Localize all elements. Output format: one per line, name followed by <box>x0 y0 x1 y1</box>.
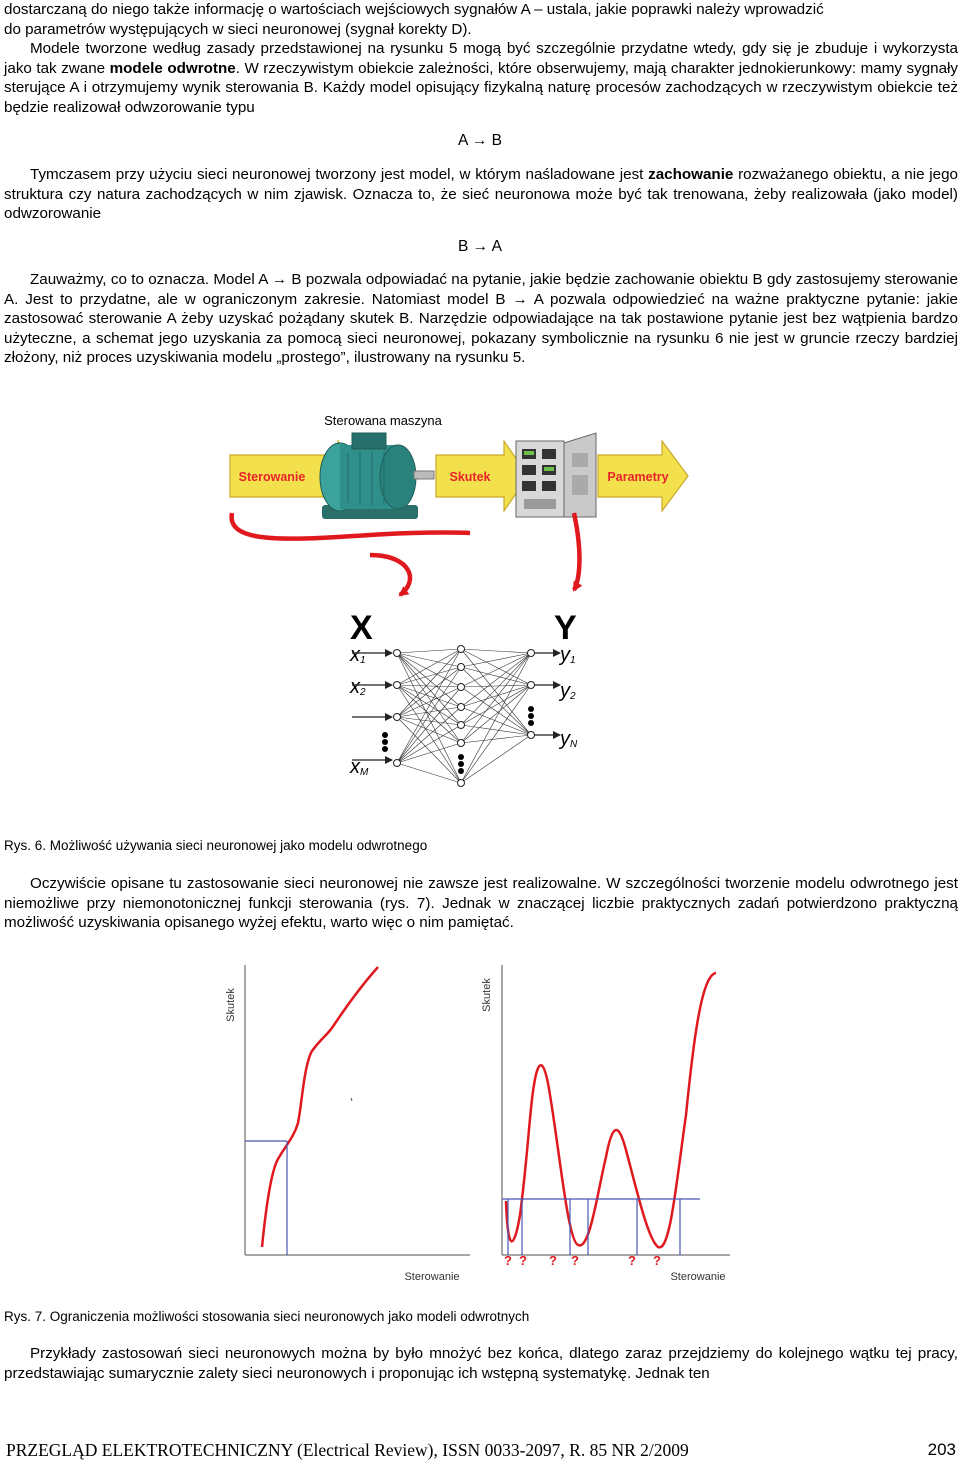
red-arrow-to-outputs <box>574 513 579 590</box>
page-number: 203 <box>927 1440 956 1459</box>
network-connection <box>397 685 461 707</box>
y-axis-label: Skutek <box>481 978 493 1012</box>
red-arrow-to-inputs-tail <box>370 555 410 595</box>
plot-non-monotonic <box>481 965 730 1283</box>
network-connection <box>461 735 531 743</box>
text-run: . W rzeczywistym obiekcie zależności, które obserwujemy, mają charakter jednokierunkowy: mamy sygnały sterujące A i otrzymujemy wynik sterowania B. Każdy model opisujący fizykalną naturę procesów zachodzących w rzeczywistym obiekcie też będzie realizował odwzorowanie typu <box>4 59 958 116</box>
network-neuron <box>458 704 465 711</box>
paragraph-inverse-models <box>4 39 958 117</box>
network-neuron <box>528 732 535 739</box>
monotonic-curve <box>262 967 378 1247</box>
network-neuron <box>394 714 401 721</box>
text-run: rozważanego obiektu, a nie jego struktura czy natura zachodzących w nim zjawisk. Oznacza to, że sieć neuronowa może być tak trenowana, żeby realizowała (jako model) odwzorowanie <box>4 166 958 223</box>
question-mark: ? <box>549 1253 557 1268</box>
caption-figure-7: Rys. 7. Ograniczenia możliwości stosowania sieci neuronowych jako modeli odwrotnych <box>4 1309 530 1324</box>
network-neuron <box>394 760 401 767</box>
network-connection <box>397 687 461 717</box>
output-labels <box>558 644 578 750</box>
figure-7 <box>0 955 960 1295</box>
input-labels <box>349 644 369 778</box>
text-run: Modele tworzone według zasady przedstawionej na rysunku 5 mogą być szczególnie przydatne wtedy, gdy się je zbuduje i wykorzysta jako tak zwane <box>4 40 958 77</box>
network-connection <box>461 649 531 735</box>
neural-network-diagram <box>394 646 535 787</box>
paragraph-continued <box>4 0 958 39</box>
motor-image <box>320 433 434 519</box>
paragraph-behaviour <box>4 165 958 224</box>
network-connection <box>461 653 531 783</box>
bold-term: zachowanie <box>648 166 734 183</box>
paragraph-applications: Przykłady zastosowań sieci neuronowych można by było mnożyć bez końca, dlatego zaraz przejdziemy do kolejnego wątku tej pracy, przedstawiając sumarycznie zalety sieci neuronowych i proponując ich wstępną systematykę. Jednak ten <box>4 1345 958 1382</box>
input-x2: x2 <box>350 676 366 698</box>
network-connection <box>397 725 461 763</box>
input-x1: x1 <box>350 644 366 666</box>
question-mark: ? <box>519 1253 527 1268</box>
output-yn: yN <box>560 728 578 750</box>
network-neuron <box>458 664 465 671</box>
question-mark: ? <box>628 1253 636 1268</box>
network-connection <box>397 685 461 687</box>
net-output-label: Y <box>554 609 577 647</box>
arrow-parametry <box>598 441 688 511</box>
paragraph-meaning: Zauważmy, co to oznacza. Model A → B pozwala odpowiadać na pytanie, jakie będzie zachowanie obiektu B gdy zastosujemy sterowanie A. Jest to przydatne, ale w ograniczonym zakresie. Natomiast model B → A pozwala odpowiedzieć na ważne praktyczne pytanie: jakie zastosować sterowanie A żeby uzyskać pożądany skutek B. Narzędzie odpowiadające na tak postawione pytanie jest bez wątpienia bardzo użyteczne, a schemat jego uzyskania za pomocą sieci neuronowej, pokazany symbolicznie na rysunku 6 nie jest w gruncie rzeczy bardziej złożony, niż proces uzyskiwania modelu „prostego”, ilustrowany na rysunku 5. <box>4 271 958 367</box>
question-mark: ? <box>504 1253 512 1268</box>
dot <box>458 754 464 760</box>
network-connection <box>461 735 531 783</box>
network-connection <box>397 667 461 763</box>
network-neuron <box>458 684 465 691</box>
network-connection <box>461 653 531 707</box>
output-y2: y2 <box>560 680 576 702</box>
paragraph-line: dostarczaną do niego także informację o wartościach wejściowych sygnałów A – ustala, jakie poprawki należy wprowadzić <box>4 1 824 18</box>
network-neuron <box>458 740 465 747</box>
network-connection <box>461 649 531 685</box>
paragraph-line: do parametrów występujących w sieci neuronowej (sygnał korekty D). <box>4 20 472 38</box>
figure-6 <box>0 405 960 830</box>
dot <box>458 768 464 774</box>
network-connection <box>461 653 531 667</box>
tick-mark <box>351 1098 352 1101</box>
output-y1: y1 <box>560 644 576 666</box>
equation-forward: A → B <box>458 132 502 149</box>
network-neuron <box>458 780 465 787</box>
network-neuron <box>528 682 535 689</box>
non-monotonic-curve <box>506 973 716 1247</box>
journal-footer: PRZEGLĄD ELEKTROTECHNICZNY (Electrical Review), ISSN 0033-2097, R. 85 NR 2/2009 <box>6 1440 689 1460</box>
arrow-label-skutek: Skutek <box>449 470 491 484</box>
text-run: Tymczasem przy użyciu sieci neuronowej tworzony jest model, w którym naśladowane jest <box>30 166 649 183</box>
network-connection <box>397 649 461 717</box>
network-connection <box>397 653 461 667</box>
caption-figure-6: Rys. 6. Możliwość używania sieci neuronowej jako modelu odwrotnego <box>4 838 428 853</box>
x-axis-label: Sterowanie <box>670 1271 726 1283</box>
network-neuron <box>458 722 465 729</box>
network-connection <box>461 685 531 687</box>
network-connection <box>461 649 531 653</box>
network-connection <box>397 653 461 707</box>
arrow-label-parametry: Parametry <box>607 470 669 484</box>
y-axis-label: Skutek <box>225 988 237 1022</box>
network-neuron <box>458 646 465 653</box>
dot <box>382 739 388 745</box>
input-xm: xM <box>350 756 369 778</box>
network-connection <box>397 685 461 725</box>
dot <box>528 706 534 712</box>
network-neuron <box>528 650 535 657</box>
arrow-label-sterowanie: Sterowanie <box>238 470 306 484</box>
network-connection <box>397 667 461 717</box>
arrow-skutek <box>436 441 528 511</box>
equation-inverse: B → A <box>458 238 502 255</box>
network-connection <box>397 649 461 653</box>
network-connection <box>461 653 531 743</box>
question-mark: ? <box>571 1253 579 1268</box>
paragraph-limitations: Oczywiście opisane tu zastosowanie sieci neuronowej nie zawsze jest realizowalne. W szczególności tworzenie modelu odwrotnego jest niemożliwe przy niemonotonicznej funkcji sterowania (rys. 7). Jednak w znaczącej liczbie praktycznych zadań potwierdzono praktyczną możliwość uzyskiwania opisanego wyżej efektu, warto więc o nim pamiętać. <box>4 875 958 932</box>
dot <box>528 720 534 726</box>
dot <box>382 746 388 752</box>
control-cabinet-image <box>516 433 596 517</box>
network-connection <box>461 685 531 725</box>
net-input-label: X <box>350 609 373 647</box>
question-mark: ? <box>653 1253 661 1268</box>
dot <box>458 761 464 767</box>
dot <box>528 713 534 719</box>
plot-monotonic <box>225 965 470 1283</box>
machine-title: Sterowana maszyna <box>324 413 442 428</box>
network-connection <box>461 685 531 707</box>
network-neuron <box>394 650 401 657</box>
network-connection <box>461 667 531 735</box>
dot <box>382 732 388 738</box>
x-axis-label: Sterowanie <box>404 1271 460 1283</box>
bold-term: modele odwrotne <box>109 59 236 77</box>
network-neuron <box>394 682 401 689</box>
